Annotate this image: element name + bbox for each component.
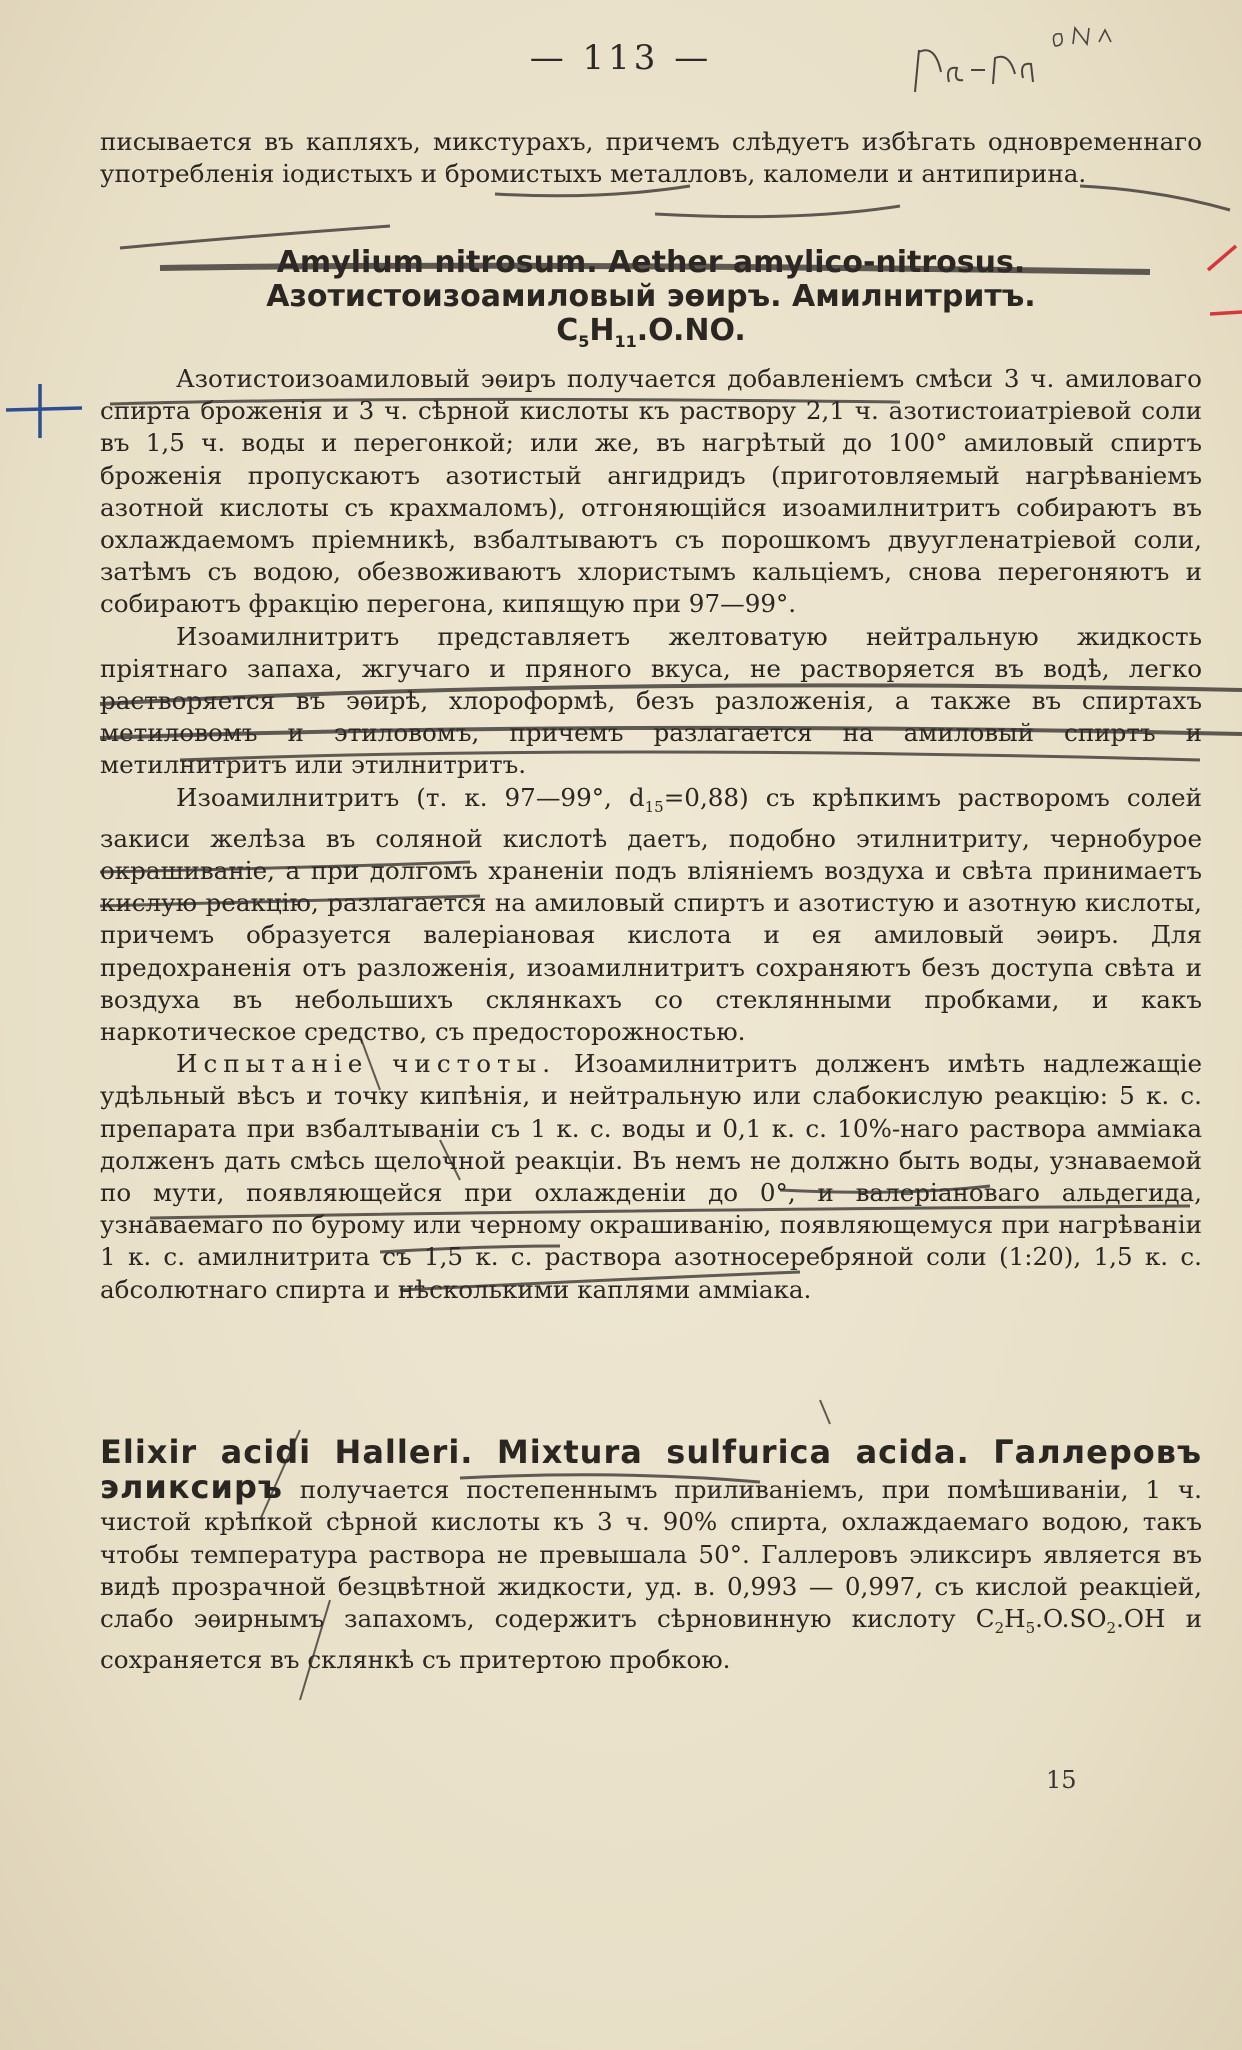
handwritten-note bbox=[905, 22, 1145, 112]
elixir-heading: Elixir acidi Halleri. Mixtura sulfurica acida. Галлеровъ эликсиръ bbox=[100, 1433, 1202, 1507]
page-number: — 113 — bbox=[529, 38, 713, 78]
properties-paragraph: Изоамилнитритъ представляетъ желтоватую нейтральную жидкость пріятнаго запаха, жгучаго и пряного вкуса, не растворяется въ водѣ, легко растворяется въ эѳирѣ, хлороформѣ, безъ разложенія, а также въ спиртахъ метиловомъ и этиловомъ, причемъ разлагается на амиловый спиртъ и метилнитритъ или этилнитритъ. bbox=[100, 621, 1202, 780]
article-title-russian: Азотистоизоамиловый эѳиръ. Амилнитритъ. bbox=[266, 279, 1036, 314]
reactions-paragraph: Изоамилнитритъ (т. к. 97—99°, $d_{15}=0,88$) съ крѣпкимъ растворомъ солей закиси желѣза въ соляной кислотѣ даетъ, подобно этилнитриту, чернобурое окрашиваніе, а при долгомъ храненіи подъ вліяніемъ воздуха и свѣта принимаетъ кислую реакцію, разлагается на амиловый спиртъ и азотистую и азотную кислоты, причемъ образуется валеріановая кислота и ея амиловый эѳиръ. Для предохраненія отъ разложенія, изоамилнитритъ сохраняютъ безъ доступа свѣта и воздуха въ небольшихъ склянкахъ со стеклянными пробками, и какъ наркотическое средство, съ предосторожностью. bbox=[100, 782, 1202, 1046]
underline-mark bbox=[655, 206, 900, 217]
amyl-nitrite-article bbox=[100, 246, 1202, 1306]
elixir-article: Elixir acidi Halleri. Mixtura sulfurica acida. Галлеровъ эликсиръ получается постепеннымъ приливаніемъ, при помѣшиваніи, 1 ч. чистой крѣпкой сѣрной кислоты къ 3 ч. 90% спирта, охлаждаемаго водою, такъ чтобы температура раствора не превышала 50°. Галлеровъ эликсиръ является въ видѣ прозрачной безцвѣтной жидкости, уд. в. 0,993 — 0,997, съ кислой реакціей, слабо эѳирнымъ запахомъ, содержитъ сѣрновинную кислоту $C_2H_5.O.SO_2.OH$ и сохраняется въ склянкѣ съ притертою пробкою. bbox=[100, 1433, 1202, 1675]
blue-cross-mark bbox=[6, 384, 82, 438]
slash-mark bbox=[820, 1400, 830, 1424]
purity-test-paragraph: Испытаніе чистоты. Изоамилнитритъ долженъ имѣть надлежащіе удѣльный вѣсъ и точку кипѣнія, и нейтральную или слабокислую реакцію: 5 к. с. препарата при взбалтываніи съ 1 к. с. воды и 0,1 к. с. 10%-наго раствора амміака долженъ дать смѣсь щелочной реакціи. Въ немъ не должно быть воды, узнаваемой по мути, появляющейся при охлажденіи до 0°, и валеріановаго альдегида, узнаваемаго по бурому или черному окрашиванію, появляющемуся при нагрѣваніи 1 к. с. амилнитрита съ 1,5 к. с. раствора азотносеребряной соли (1:20), 1,5 к. с. абсолютнаго спирта и нѣсколькими каплями амміака. bbox=[100, 1049, 1203, 1304]
red-marks bbox=[1208, 246, 1242, 314]
signature-number: 15 bbox=[1046, 1766, 1077, 1794]
preparation-paragraph: Азотистоизоамиловый эѳиръ получается добавленіемъ смѣси 3 ч. амиловаго спирта броженія и 3 ч. сѣрной кислоты къ раствору 2,1 ч. азотистоиатріевой соли въ 1,5 ч. воды и перегонкой; или же, въ нагрѣтый до 100° амиловый спиртъ броженія пропускаютъ азотистый ангидридъ (приготовляемый нагрѣваніемъ азотной кислоты съ крахмаломъ), отгоняющійся изоамилнитритъ собираютъ въ охлаждаемомъ пріемникѣ, взбалтываютъ съ порошкомъ двуугленатріевой соли, затѣмъ съ водою, обезвоживаютъ хлористымъ кальціемъ, снова перегоняютъ и собираютъ фракцію перегона, кипящую при 97—99°. bbox=[100, 364, 1202, 619]
article-title-latin: Amylium nitrosum. Aether amylico-nitrosus. bbox=[276, 245, 1026, 280]
chemical-formula: $C_5H_{11}.O.NO$. bbox=[556, 313, 746, 351]
continued-paragraph: писывается въ капляхъ, микстурахъ, причемъ слѣдуетъ избѣгать одновременнаго употребленія іодистыхъ и бромистыхъ металловъ, каломели и антипирина. bbox=[100, 127, 1202, 189]
